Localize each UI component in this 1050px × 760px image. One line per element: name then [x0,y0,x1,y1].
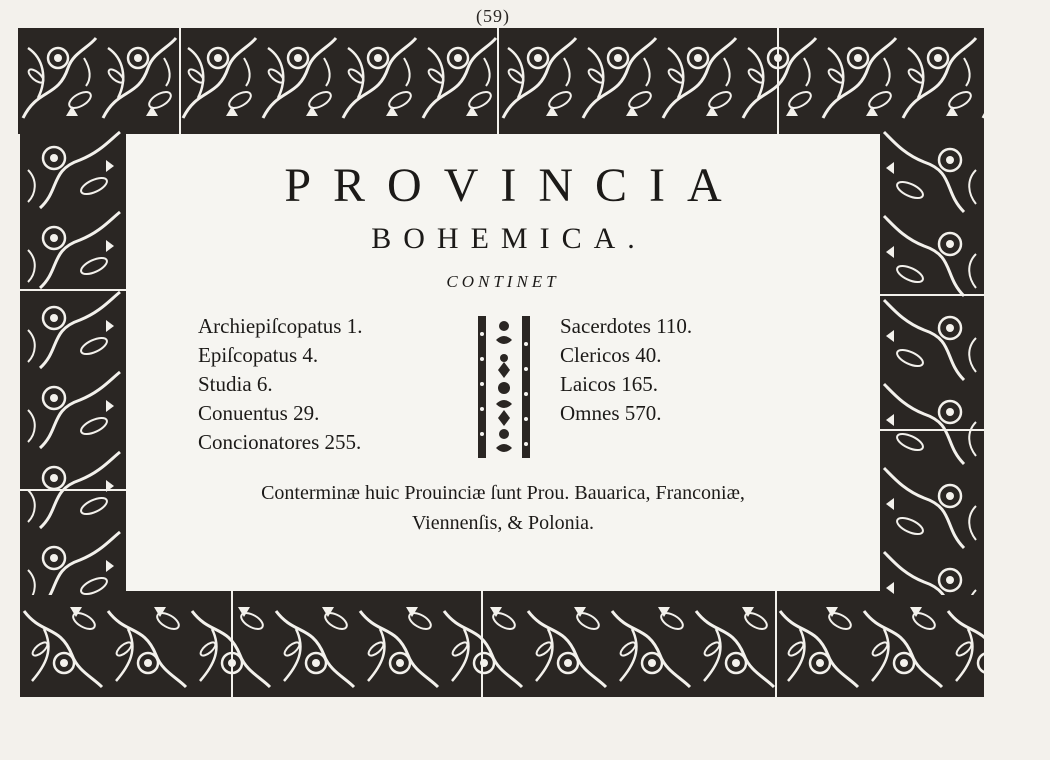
floral-border-left [20,130,126,595]
page-title: PROVINCIA [284,159,744,212]
page-subtitle: BOHEMICA. [371,222,647,255]
right-column [560,312,692,428]
footer-line: Viennenſis, & Polonia. [411,512,595,534]
floral-woodcut-border-icon [880,130,984,595]
list-item: Concionatores 255. [198,430,362,454]
list-item: Epiſcopatus 4. [198,343,319,367]
floral-border-top [18,28,984,134]
list-item: Laicos 165. [560,372,658,396]
continet-heading: CONTINET [446,272,560,291]
floral-border-bottom [20,591,984,697]
floral-border-right [880,130,984,595]
list-item: Clericos 40. [560,343,662,367]
floral-woodcut-border-icon [20,591,984,697]
floral-woodcut-border-icon [18,28,984,134]
list-item: Conuentus 29. [198,401,320,425]
list-item: Sacerdotes 110. [560,314,693,338]
footer-line: Conterminæ huic Prouinciæ ſunt Prou. Bauarica, Franconiæ, [261,482,745,504]
content-panel [126,134,880,591]
page-number: (59) [476,6,510,26]
footer-text [126,478,880,538]
list-item: Omnes 570. [560,401,662,425]
floral-divider-ornament-icon [474,314,534,460]
list-item: Archiepiſcopatus 1. [198,314,363,338]
left-column [198,312,362,457]
list-item: Studia 6. [198,372,273,396]
floral-woodcut-border-icon [20,130,126,595]
